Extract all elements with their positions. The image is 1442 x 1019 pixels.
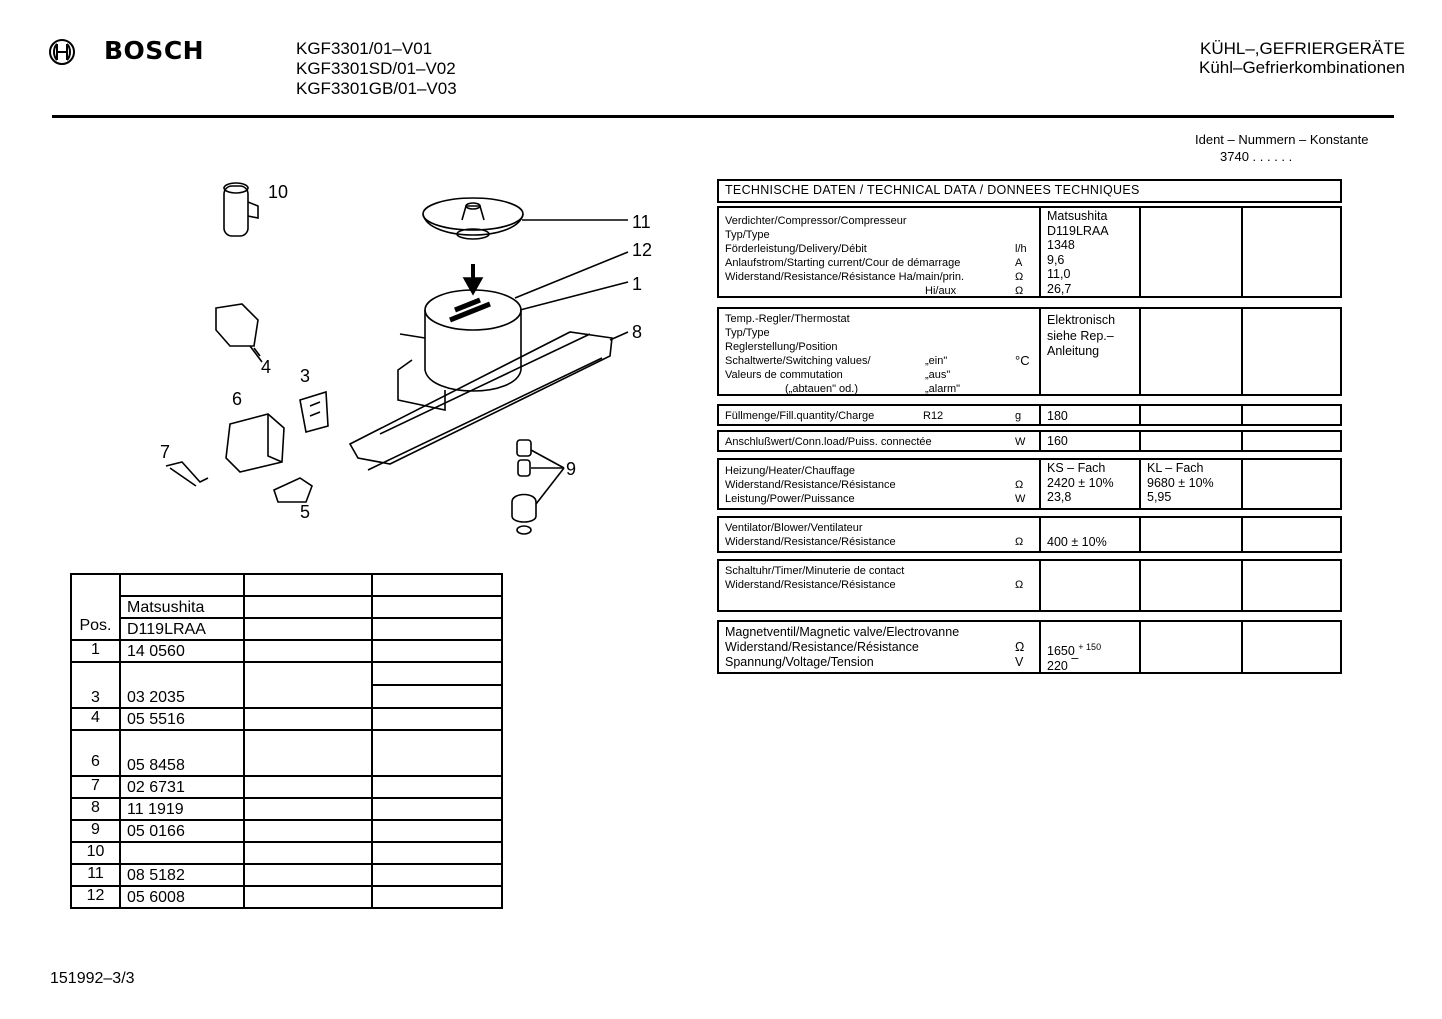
header-rule xyxy=(52,115,1394,118)
ident-value: 3740 . . . . . . xyxy=(1220,149,1293,164)
table-row: 1 14 0560 xyxy=(71,640,502,662)
model-number: KGF3301GB/01–V03 xyxy=(296,79,457,98)
table-row: 12 05 6008 xyxy=(71,886,502,908)
grommet-set-drawing xyxy=(512,440,564,534)
clip-drawing xyxy=(166,462,208,486)
mounting-frame-drawing xyxy=(350,332,628,470)
document-id: 151992–3/3 xyxy=(50,970,135,987)
callout-7: 7 xyxy=(160,442,171,462)
exploded-parts-diagram xyxy=(150,170,670,550)
compressor-block: Verdichter/Compressor/Compresseur Typ/Type Förderleistung/Delivery/Débit l/h Anlaufstrom/Starting current/Cour de démarrage A Widerstand/Resistance/Résistance Ha/main/prin. Ω Hi/aux Ω Matsushita D119LRAA 1348 9,6 11,0 26,7 xyxy=(717,206,1342,298)
relay-drawing xyxy=(216,304,262,362)
thermostat-block: Temp.-Regler/Thermostat Typ/Type Reglerstellung/Position Schaltwerte/Switching values/ „ein" °C Valeurs de commutation „aus" („abtauen" od.) „alarm" Elektronisch siehe Rep.– Anleitung xyxy=(717,307,1342,396)
callout-4: 4 xyxy=(261,357,272,377)
callout-10: 10 xyxy=(268,182,289,202)
fan-block: Ventilator/Blower/Ventilateur Widerstand/Resistance/Résistance Ω 400 ± 10% xyxy=(717,516,1342,553)
drip-tray-drawing xyxy=(423,198,628,239)
capacitor-drawing xyxy=(224,183,258,236)
category xyxy=(1199,39,1405,77)
callout-12: 12 xyxy=(632,240,653,260)
table-row: 9 05 0166 xyxy=(71,820,502,842)
callout-5: 5 xyxy=(300,502,311,522)
table-row: 11 08 5182 xyxy=(71,864,502,886)
table-row: 8 11 1919 xyxy=(71,798,502,820)
compressor-make: Matsushita xyxy=(120,596,244,618)
callout-3: 3 xyxy=(300,366,311,386)
magnetic-valve-block: Magnetventil/Magnetic valve/Electrovanne Widerstand/Resistance/Résistance Ω Spannung/Voltage/Tension V 1650 $^{+ 150}$ 220 – xyxy=(717,620,1342,674)
tech-data-title: TECHNISCHE DATEN / TECHNICAL DATA / DONNEES TECHNIQUES xyxy=(717,179,1342,203)
terminal-cover-drawing xyxy=(274,478,312,502)
compressor-drawing xyxy=(398,252,628,410)
compressor-model: D119LRAA xyxy=(120,618,244,640)
table-row: 10 xyxy=(71,842,502,864)
table-row: 6 05 8458 xyxy=(71,730,502,776)
model-number: KGF3301SD/01–V02 xyxy=(296,59,456,78)
callout-11: 11 xyxy=(632,212,651,232)
charge-block: Füllmenge/Fill.quantity/Charge R12 g 180 xyxy=(717,404,1342,426)
model-list xyxy=(296,39,457,99)
table-row: 3 03 2035 xyxy=(71,662,502,685)
callout-1: 1 xyxy=(632,274,643,294)
callout-8: 8 xyxy=(632,322,643,342)
heater-block: Heizung/Heater/Chauffage Widerstand/Resistance/Résistance Ω Leistung/Power/Puissance W KS – Fach 2420 ± 10% 23,8 KL – Fach 9680 ± 10% 5,95 xyxy=(717,458,1342,510)
ident-label: Ident – Nummern – Konstante xyxy=(1195,132,1369,147)
table-row: 4 05 5516 xyxy=(71,708,502,730)
callout-9: 9 xyxy=(566,459,577,479)
parts-table xyxy=(70,573,503,909)
model-number: KGF3301/01–V01 xyxy=(296,39,433,58)
category-subtitle: Kühl–Gefrierkombinationen xyxy=(1198,58,1405,77)
timer-block: Schaltuhr/Timer/Minuterie de contact Widerstand/Resistance/Résistance Ω xyxy=(717,559,1342,612)
brand-name: BOSCH xyxy=(104,36,205,65)
table-row: 7 02 6731 xyxy=(71,776,502,798)
bosch-logo-icon xyxy=(48,38,76,66)
callout-6: 6 xyxy=(232,389,243,409)
starter-drawing xyxy=(226,414,284,472)
category-title: KÜHL–,GEFRIERGERÄTE xyxy=(1200,39,1405,58)
pos-header: Pos. xyxy=(71,574,120,640)
connected-load-block: Anschlußwert/Conn.load/Puiss. connectée W 160 xyxy=(717,430,1342,452)
overload-drawing xyxy=(300,392,328,432)
